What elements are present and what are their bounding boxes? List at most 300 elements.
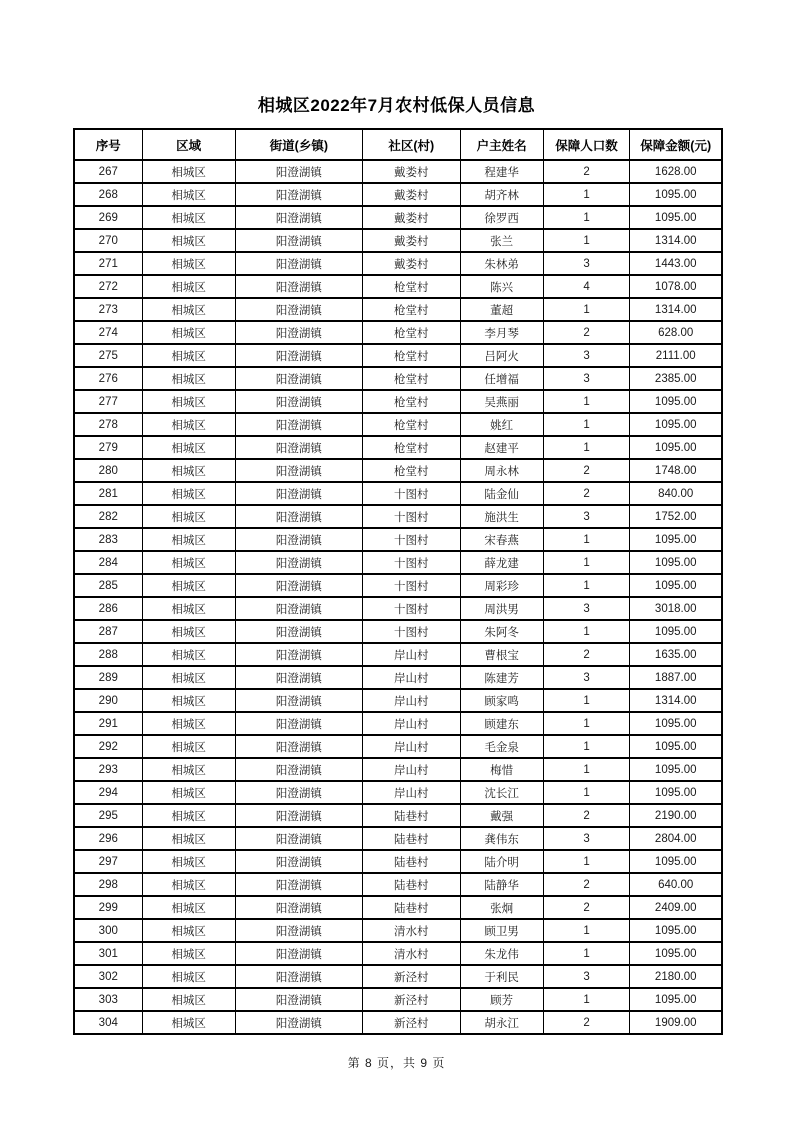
cell-town: 阳澄湖镇 [235,919,362,942]
cell-amount: 2190.00 [630,804,722,827]
table-row [74,505,722,528]
table-row [74,781,722,804]
cell-index: 272 [74,275,142,298]
cell-town: 阳澄湖镇 [235,965,362,988]
cell-population: 2 [543,482,630,505]
cell-index: 273 [74,298,142,321]
cell-population: 1 [543,183,630,206]
table-row [74,827,722,850]
table-row [74,252,722,275]
cell-index: 270 [74,229,142,252]
cell-village: 枪堂村 [362,298,460,321]
cell-population: 1 [543,574,630,597]
cell-town: 阳澄湖镇 [235,1011,362,1034]
cell-amount: 1909.00 [630,1011,722,1034]
cell-amount: 628.00 [630,321,722,344]
table-row [74,712,722,735]
cell-population: 3 [543,367,630,390]
cell-region: 相城区 [142,735,235,758]
cell-region: 相城区 [142,321,235,344]
cell-amount: 1443.00 [630,252,722,275]
cell-town: 阳澄湖镇 [235,735,362,758]
cell-householder: 施洪生 [460,505,543,528]
cell-householder: 张兰 [460,229,543,252]
cell-region: 相城区 [142,298,235,321]
cell-householder: 陆金仙 [460,482,543,505]
cell-town: 阳澄湖镇 [235,850,362,873]
cell-town: 阳澄湖镇 [235,413,362,436]
cell-region: 相城区 [142,160,235,183]
cell-amount: 1095.00 [630,551,722,574]
cell-region: 相城区 [142,620,235,643]
cell-householder: 胡齐林 [460,183,543,206]
cell-amount: 2804.00 [630,827,722,850]
cell-population: 1 [543,850,630,873]
cell-town: 阳澄湖镇 [235,298,362,321]
cell-region: 相城区 [142,804,235,827]
table-row [74,965,722,988]
column-header-population: 保障人口数 [543,129,630,160]
cell-region: 相城区 [142,344,235,367]
cell-householder: 朱阿冬 [460,620,543,643]
cell-population: 3 [543,827,630,850]
cell-amount: 1635.00 [630,643,722,666]
table-row [74,574,722,597]
cell-town: 阳澄湖镇 [235,643,362,666]
cell-householder: 董超 [460,298,543,321]
cell-index: 301 [74,942,142,965]
cell-region: 相城区 [142,919,235,942]
cell-index: 274 [74,321,142,344]
header-row [74,129,722,160]
cell-village: 枪堂村 [362,275,460,298]
cell-index: 291 [74,712,142,735]
cell-region: 相城区 [142,505,235,528]
cell-population: 2 [543,321,630,344]
cell-town: 阳澄湖镇 [235,758,362,781]
table-row [74,528,722,551]
cell-town: 阳澄湖镇 [235,321,362,344]
cell-town: 阳澄湖镇 [235,574,362,597]
table-row [74,344,722,367]
table-row [74,643,722,666]
cell-town: 阳澄湖镇 [235,528,362,551]
cell-village: 陆巷村 [362,827,460,850]
cell-population: 2 [543,643,630,666]
cell-village: 陆巷村 [362,850,460,873]
table-row [74,873,722,896]
cell-amount: 1095.00 [630,413,722,436]
cell-householder: 朱林弟 [460,252,543,275]
cell-amount: 1095.00 [630,206,722,229]
cell-village: 枪堂村 [362,367,460,390]
cell-index: 296 [74,827,142,850]
cell-householder: 任增福 [460,367,543,390]
cell-town: 阳澄湖镇 [235,505,362,528]
cell-index: 276 [74,367,142,390]
cell-town: 阳澄湖镇 [235,183,362,206]
table-row [74,896,722,919]
cell-region: 相城区 [142,942,235,965]
cell-village: 枪堂村 [362,413,460,436]
table-row [74,298,722,321]
cell-index: 271 [74,252,142,275]
cell-village: 清水村 [362,919,460,942]
cell-village: 岸山村 [362,758,460,781]
cell-amount: 1887.00 [630,666,722,689]
table-row [74,390,722,413]
cell-village: 十图村 [362,551,460,574]
cell-amount: 2385.00 [630,367,722,390]
cell-region: 相城区 [142,459,235,482]
cell-amount: 1095.00 [630,758,722,781]
cell-region: 相城区 [142,390,235,413]
cell-householder: 顾芳 [460,988,543,1011]
cell-index: 281 [74,482,142,505]
cell-amount: 1095.00 [630,712,722,735]
cell-amount: 1095.00 [630,781,722,804]
cell-town: 阳澄湖镇 [235,367,362,390]
table-row [74,482,722,505]
cell-amount: 1095.00 [630,850,722,873]
cell-population: 2 [543,804,630,827]
cell-index: 297 [74,850,142,873]
cell-town: 阳澄湖镇 [235,551,362,574]
cell-region: 相城区 [142,873,235,896]
cell-population: 3 [543,344,630,367]
cell-town: 阳澄湖镇 [235,252,362,275]
cell-town: 阳澄湖镇 [235,459,362,482]
cell-householder: 曹根宝 [460,643,543,666]
cell-village: 戴娄村 [362,160,460,183]
cell-amount: 1314.00 [630,298,722,321]
cell-index: 283 [74,528,142,551]
cell-population: 3 [543,505,630,528]
cell-village: 新泾村 [362,1011,460,1034]
table-row [74,919,722,942]
cell-town: 阳澄湖镇 [235,620,362,643]
column-header-town: 街道(乡镇) [235,129,362,160]
cell-region: 相城区 [142,275,235,298]
cell-region: 相城区 [142,367,235,390]
cell-village: 戴娄村 [362,206,460,229]
table-row [74,459,722,482]
cell-population: 1 [543,988,630,1011]
cell-population: 1 [543,758,630,781]
table-body [74,160,722,1034]
cell-village: 十图村 [362,528,460,551]
cell-householder: 程建华 [460,160,543,183]
cell-population: 1 [543,390,630,413]
cell-householder: 徐罗西 [460,206,543,229]
cell-village: 岸山村 [362,781,460,804]
cell-village: 清水村 [362,942,460,965]
cell-population: 2 [543,873,630,896]
cell-index: 289 [74,666,142,689]
cell-town: 阳澄湖镇 [235,275,362,298]
cell-village: 十图村 [362,505,460,528]
cell-householder: 周彩珍 [460,574,543,597]
cell-population: 1 [543,298,630,321]
cell-town: 阳澄湖镇 [235,827,362,850]
cell-index: 275 [74,344,142,367]
cell-amount: 1095.00 [630,436,722,459]
cell-region: 相城区 [142,597,235,620]
cell-index: 284 [74,551,142,574]
table-row [74,275,722,298]
cell-village: 枪堂村 [362,344,460,367]
cell-amount: 1095.00 [630,942,722,965]
cell-amount: 1095.00 [630,919,722,942]
cell-population: 1 [543,712,630,735]
cell-village: 枪堂村 [362,436,460,459]
cell-householder: 陈兴 [460,275,543,298]
table-row [74,206,722,229]
cell-index: 300 [74,919,142,942]
cell-population: 1 [543,919,630,942]
cell-amount: 1628.00 [630,160,722,183]
cell-population: 3 [543,597,630,620]
cell-index: 304 [74,1011,142,1034]
cell-householder: 龚伟东 [460,827,543,850]
cell-householder: 宋春燕 [460,528,543,551]
cell-town: 阳澄湖镇 [235,597,362,620]
table-header [74,129,722,160]
table-row [74,183,722,206]
cell-index: 279 [74,436,142,459]
cell-amount: 1095.00 [630,574,722,597]
cell-region: 相城区 [142,206,235,229]
cell-index: 298 [74,873,142,896]
table-row [74,229,722,252]
table-row [74,597,722,620]
cell-region: 相城区 [142,712,235,735]
cell-population: 4 [543,275,630,298]
cell-population: 1 [543,206,630,229]
table-row [74,758,722,781]
cell-householder: 梅惜 [460,758,543,781]
cell-householder: 姚红 [460,413,543,436]
cell-town: 阳澄湖镇 [235,666,362,689]
low-income-table [73,128,723,1035]
cell-householder: 顾建东 [460,712,543,735]
cell-village: 十图村 [362,597,460,620]
cell-village: 枪堂村 [362,321,460,344]
table-row [74,942,722,965]
cell-householder: 薛龙建 [460,551,543,574]
cell-population: 2 [543,1011,630,1034]
cell-householder: 顾家鸣 [460,689,543,712]
cell-village: 陆巷村 [362,873,460,896]
cell-amount: 640.00 [630,873,722,896]
cell-town: 阳澄湖镇 [235,988,362,1011]
cell-town: 阳澄湖镇 [235,712,362,735]
cell-population: 1 [543,689,630,712]
cell-region: 相城区 [142,1011,235,1034]
cell-index: 294 [74,781,142,804]
cell-town: 阳澄湖镇 [235,229,362,252]
cell-village: 枪堂村 [362,390,460,413]
cell-amount: 2180.00 [630,965,722,988]
cell-index: 295 [74,804,142,827]
cell-town: 阳澄湖镇 [235,781,362,804]
table-row [74,367,722,390]
cell-population: 3 [543,252,630,275]
cell-village: 戴娄村 [362,183,460,206]
cell-village: 岸山村 [362,643,460,666]
table-row [74,413,722,436]
cell-town: 阳澄湖镇 [235,804,362,827]
table-row [74,804,722,827]
cell-village: 岸山村 [362,689,460,712]
cell-population: 1 [543,436,630,459]
cell-village: 十图村 [362,574,460,597]
cell-householder: 朱龙伟 [460,942,543,965]
cell-region: 相城区 [142,689,235,712]
cell-index: 303 [74,988,142,1011]
cell-region: 相城区 [142,413,235,436]
table-row [74,735,722,758]
cell-town: 阳澄湖镇 [235,160,362,183]
cell-region: 相城区 [142,896,235,919]
cell-population: 1 [543,528,630,551]
cell-index: 285 [74,574,142,597]
cell-index: 290 [74,689,142,712]
cell-population: 1 [543,229,630,252]
cell-village: 十图村 [362,482,460,505]
cell-amount: 1095.00 [630,390,722,413]
cell-region: 相城区 [142,183,235,206]
cell-village: 枪堂村 [362,459,460,482]
column-header-index: 序号 [74,129,142,160]
cell-householder: 周永林 [460,459,543,482]
column-header-region: 区域 [142,129,235,160]
cell-region: 相城区 [142,551,235,574]
cell-region: 相城区 [142,827,235,850]
cell-population: 1 [543,620,630,643]
cell-index: 278 [74,413,142,436]
cell-amount: 1095.00 [630,988,722,1011]
table-row [74,551,722,574]
cell-householder: 顾卫男 [460,919,543,942]
cell-index: 286 [74,597,142,620]
cell-village: 陆巷村 [362,896,460,919]
cell-population: 1 [543,551,630,574]
cell-householder: 周洪男 [460,597,543,620]
cell-region: 相城区 [142,482,235,505]
cell-index: 287 [74,620,142,643]
cell-amount: 2111.00 [630,344,722,367]
cell-index: 288 [74,643,142,666]
cell-village: 陆巷村 [362,804,460,827]
cell-population: 1 [543,942,630,965]
column-header-village: 社区(村) [362,129,460,160]
cell-population: 1 [543,413,630,436]
cell-town: 阳澄湖镇 [235,390,362,413]
cell-region: 相城区 [142,758,235,781]
cell-householder: 戴强 [460,804,543,827]
cell-householder: 沈长江 [460,781,543,804]
cell-village: 岸山村 [362,666,460,689]
cell-householder: 陆静华 [460,873,543,896]
table-row [74,436,722,459]
cell-amount: 1095.00 [630,183,722,206]
cell-amount: 1748.00 [630,459,722,482]
table-row [74,850,722,873]
table-row [74,689,722,712]
cell-householder: 张炯 [460,896,543,919]
cell-householder: 赵建平 [460,436,543,459]
table-row [74,666,722,689]
cell-region: 相城区 [142,643,235,666]
cell-region: 相城区 [142,781,235,804]
cell-town: 阳澄湖镇 [235,942,362,965]
cell-region: 相城区 [142,252,235,275]
cell-region: 相城区 [142,436,235,459]
cell-amount: 1314.00 [630,229,722,252]
cell-region: 相城区 [142,528,235,551]
cell-householder: 李月琴 [460,321,543,344]
cell-householder: 胡永江 [460,1011,543,1034]
cell-index: 280 [74,459,142,482]
table-row [74,1011,722,1034]
page-title: 相城区2022年7月农村低保人员信息 [257,96,536,115]
cell-population: 3 [543,965,630,988]
cell-index: 268 [74,183,142,206]
cell-town: 阳澄湖镇 [235,482,362,505]
cell-town: 阳澄湖镇 [235,873,362,896]
cell-village: 戴娄村 [362,229,460,252]
cell-village: 戴娄村 [362,252,460,275]
cell-householder: 陈建芳 [460,666,543,689]
column-header-amount: 保障金额(元) [630,129,722,160]
cell-town: 阳澄湖镇 [235,896,362,919]
cell-region: 相城区 [142,988,235,1011]
cell-householder: 陆介明 [460,850,543,873]
cell-population: 2 [543,459,630,482]
table-row [74,160,722,183]
cell-region: 相城区 [142,229,235,252]
cell-village: 十图村 [362,620,460,643]
cell-village: 岸山村 [362,712,460,735]
cell-index: 269 [74,206,142,229]
cell-index: 293 [74,758,142,781]
cell-index: 292 [74,735,142,758]
column-header-householder: 户主姓名 [460,129,543,160]
cell-population: 1 [543,781,630,804]
cell-region: 相城区 [142,574,235,597]
cell-town: 阳澄湖镇 [235,344,362,367]
table-row [74,321,722,344]
cell-householder: 于利民 [460,965,543,988]
cell-population: 2 [543,896,630,919]
cell-amount: 1095.00 [630,735,722,758]
cell-town: 阳澄湖镇 [235,689,362,712]
cell-householder: 吴燕丽 [460,390,543,413]
cell-region: 相城区 [142,850,235,873]
cell-amount: 1078.00 [630,275,722,298]
table-row [74,988,722,1011]
cell-town: 阳澄湖镇 [235,436,362,459]
cell-amount: 1314.00 [630,689,722,712]
cell-village: 新泾村 [362,988,460,1011]
cell-index: 277 [74,390,142,413]
cell-amount: 2409.00 [630,896,722,919]
cell-amount: 1095.00 [630,620,722,643]
cell-index: 267 [74,160,142,183]
cell-amount: 3018.00 [630,597,722,620]
cell-householder: 吕阿火 [460,344,543,367]
